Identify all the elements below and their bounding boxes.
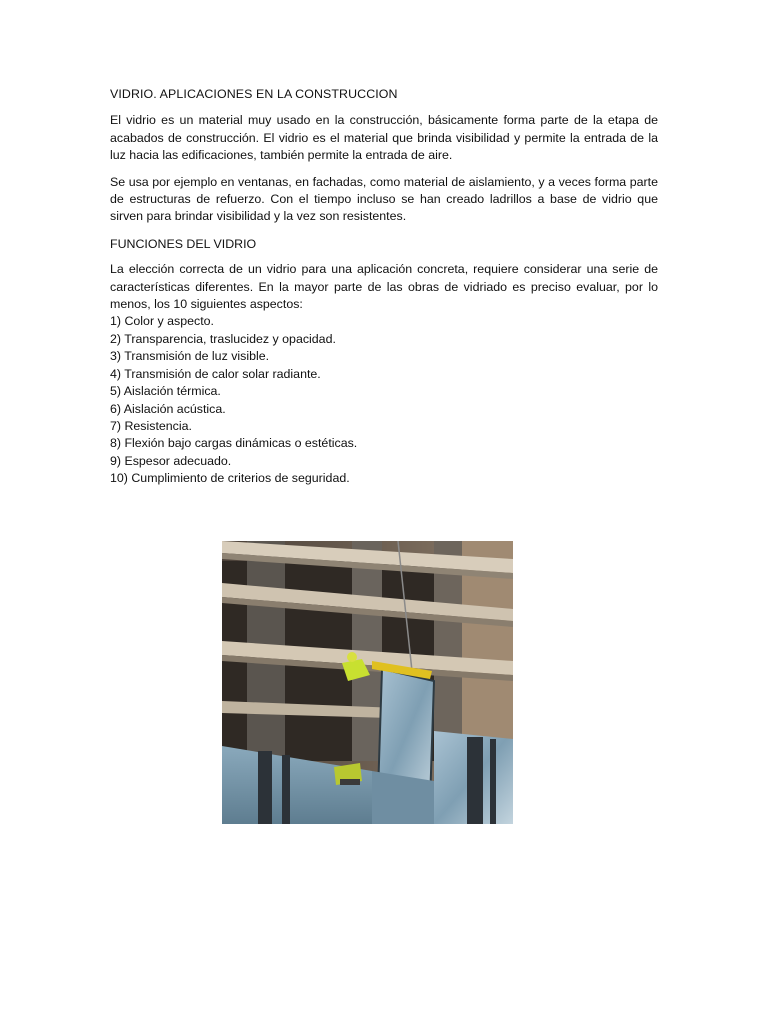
- list-item: 6) Aislación acústica.: [110, 401, 226, 416]
- list-item: 7) Resistencia.: [110, 418, 192, 433]
- list-item: 1) Color y aspecto.: [110, 314, 214, 329]
- aspects-list: [110, 313, 658, 487]
- list-item: 4) Transmisión de calor solar radiante.: [110, 366, 321, 381]
- paragraph-uses: Se usa por ejemplo en ventanas, en fachadas, como material de aislamiento, y a veces forma parte de estructuras de refuerzo. Con el tiempo incluso se han creado ladrillos a base de vidrio que sirven para brindar visibilidad y la vez son resistentes.: [110, 174, 658, 224]
- list-item: 8) Flexión bajo cargas dinámicas o estéticas.: [110, 436, 358, 451]
- list-item: 3) Transmisión de luz visible.: [110, 349, 270, 364]
- list-item: 5) Aislación térmica.: [110, 384, 221, 399]
- paragraph-functions: La elección correcta de un vidrio para una aplicación concreta, requiere considerar una serie de características diferentes. En la mayor parte de las obras de vidriado es preciso evaluar, por lo menos, los 10 siguientes aspectos:: [110, 262, 658, 312]
- document-body: [110, 86, 658, 488]
- construction-photo: [222, 541, 513, 824]
- section-title: FUNCIONES DEL VIDRIO: [110, 236, 257, 251]
- list-item: 2) Transparencia, traslucidez y opacidad.: [110, 331, 336, 346]
- list-item: 9) Espesor adecuado.: [110, 453, 232, 468]
- document-title: VIDRIO. APLICACIONES EN LA CONSTRUCCION: [110, 87, 398, 101]
- paragraph-intro: El vidrio es un material muy usado en la construcción, básicamente forma parte de la etapa de acabados de construcción. El vidrio es el material que brinda visibilidad y permite la entrada de la luz hacia las edificaciones, también permite la entrada de aire.: [110, 113, 658, 163]
- list-item: 10) Cumplimiento de criterios de seguridad.: [110, 471, 350, 486]
